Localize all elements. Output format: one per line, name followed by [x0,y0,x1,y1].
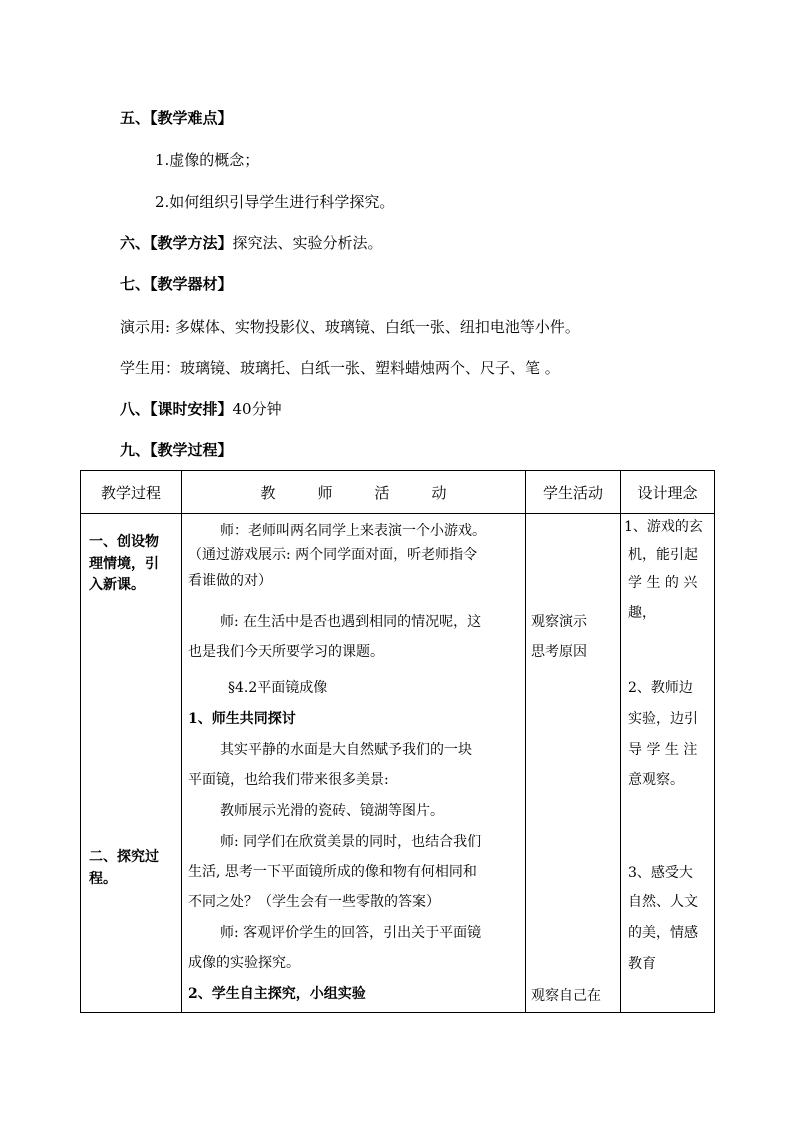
header-design: 设计理念 [621,471,715,514]
header-process: 教学过程 [81,471,182,514]
stage-2-line-2: 程。 [89,871,117,887]
design-line: 实验，边引 [628,711,698,727]
section-7-title: 七、【教学器材】 [120,275,233,293]
section-6-title: 六、【教学方法】 [120,234,233,252]
section-8-title: 八、【课时安排】 [120,400,233,418]
teacher-line: 平面镜，也给我们带来很多美景: [188,772,389,788]
lesson-title: §4.2平面镜成像 [228,680,328,696]
design-line: 3、感受大 [628,865,693,881]
design-line: 1、游戏的玄 [624,519,703,535]
teacher-activity-wrap [182,514,525,1012]
design-line: 2、教师边 [628,680,693,696]
teacher-subheading-2: 2、学生自主探究，小组实验 [188,986,366,1002]
stage-1-line-1: 一、创设物 [89,534,159,550]
teacher-line: 其实平静的水面是大自然赋予我们的一块 [220,742,472,758]
teacher-line: 成像的实验探究。 [188,955,300,971]
stage-1-line-2: 理情境，引 [89,556,159,572]
stage-2-line-1: 二、探究过 [89,849,159,865]
table-body-row [81,514,715,1013]
design-line: 教育 [628,956,656,972]
teacher-subheading-1: 1、师生共同探讨 [188,711,296,727]
design-line: 趣， [628,605,656,621]
section-5-title: 五、【教学难点】 [120,109,233,127]
header-teacher [182,471,526,514]
design-line: 学 生 的 兴 [628,575,698,591]
design-line: 自然、人文 [628,894,698,910]
student-activity-wrap [526,514,620,1012]
section-8-text: 40分钟 [232,400,282,418]
section-5-item-1: 1.虚像的概念； [155,151,260,169]
student-activity-cell [526,514,621,1013]
stage-1-line-3: 入新课。 [89,577,145,593]
student-line: 观察演示 [531,614,587,630]
teacher-line: 看谁做的对） [188,573,272,589]
teacher-line: 生活, 思考一下平面镜所成的像和物有何相同和 [188,864,477,880]
section-7-student: 学生用：玻璃镜、玻璃托、白纸一张、塑料蜡烛两个、尺子、笔 。 [120,359,560,377]
header-teacher-char-3: 活 [374,483,390,502]
header-teacher-char-4: 动 [431,483,447,502]
section-8 [120,398,282,420]
section-6 [120,232,383,254]
table-header-row [81,471,715,514]
teacher-line: 教师展示光滑的瓷砖、镜湖等图片。 [220,803,444,819]
teacher-line: 也是我们今天所要学习的课题。 [188,644,384,660]
design-line: 机，能引起 [628,547,698,563]
design-line: 的美，情感 [628,925,698,941]
section-9-title: 九、【教学过程】 [120,441,233,459]
header-student: 学生活动 [526,471,621,514]
teacher-line: （通过游戏展示: 两个同学面对面，听老师指令 [188,547,478,563]
student-line: 思考原因 [531,644,587,660]
stage-cell [81,514,182,1013]
stage-cell-wrap [81,514,181,1012]
teacher-activity-cell [182,514,526,1013]
design-line: 导 学 生 注 [628,742,698,758]
teacher-line: 师：老师叫两名同学上来表演一个小游戏。 [220,523,486,539]
section-7-demo: 演示用: 多媒体、实物投影仪、玻璃镜、白纸一张、纽扣电池等小件。 [120,318,580,336]
section-6-text: 探究法、实验分析法。 [232,234,383,252]
teaching-process-table [80,470,715,1013]
teacher-line: 师: 在生活中是否也遇到相同的情况呢，这 [220,614,482,630]
design-concept-cell [621,514,715,1013]
header-teacher-char-1: 教 [260,483,276,502]
teacher-line: 师: 同学们在欣赏美景的同时，也结合我们 [220,834,482,850]
teacher-line: 师: 客观评价学生的回答，引出关于平面镜 [220,925,482,941]
section-5-item-2: 2.如何组织引导学生进行科学探究。 [155,193,395,211]
student-line: 观察自己在 [531,988,601,1004]
design-line: 意观察。 [628,772,684,788]
header-teacher-char-2: 师 [317,483,333,502]
teacher-line: 不同之处？（学生会有一些零散的答案） [188,894,440,910]
design-concept-wrap [621,514,714,1012]
